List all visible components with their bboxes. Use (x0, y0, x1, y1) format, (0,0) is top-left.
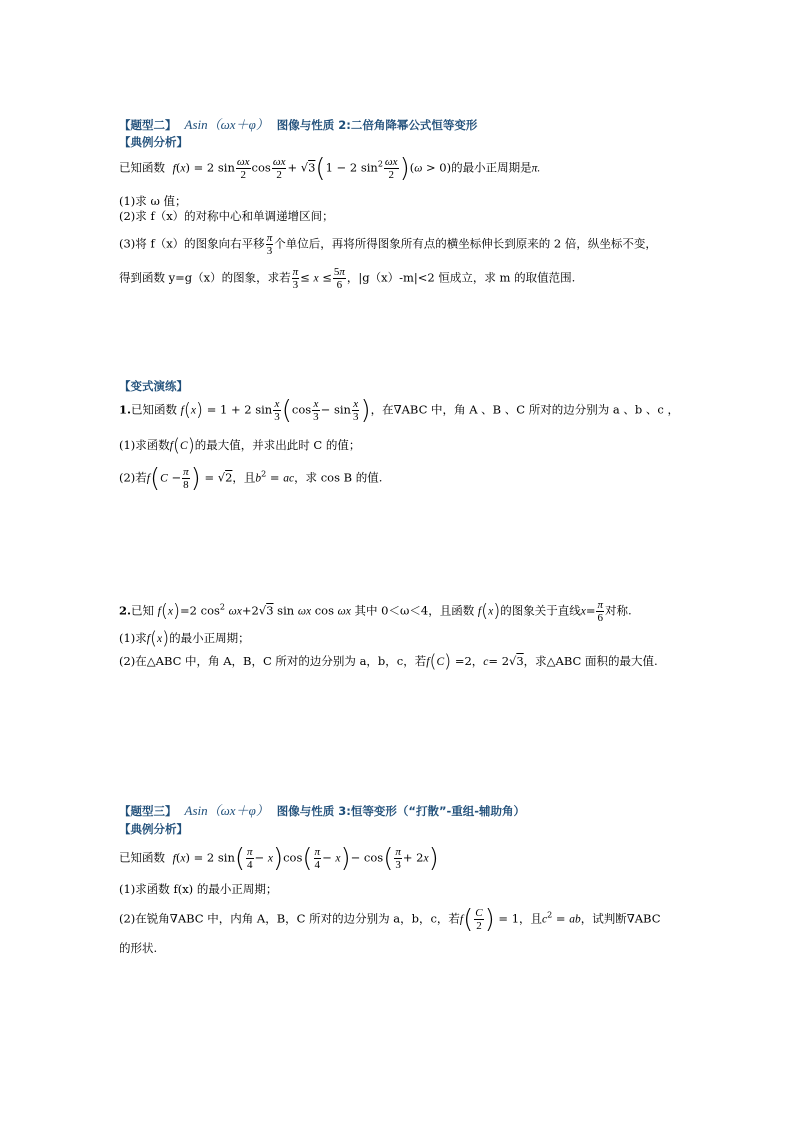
section2-analysis: 【典例分析】 (119, 135, 188, 149)
p2-q2-b: ，求△ABC 面积的最大值. (523, 654, 658, 668)
p2-number: 2. (119, 603, 132, 618)
q3-part-a: (3)将 f（x）的图象向右平移 (119, 236, 265, 251)
section2-q3-line1: (3)将 f（x）的图象向右平移 $\frac{\pi}{3}$ 个单位后，再将所得图象所有点的横坐标伸长到原来的 2 倍，纵坐标不变， (119, 232, 657, 257)
p2-mid2: 的图象关于直线 (500, 603, 581, 618)
section3-q1: (1)求函数 f(x) 的最小正周期； (119, 882, 278, 896)
practice-2-q1: (1)求f(x)的最小正周期； (119, 628, 250, 649)
p2-prefix: 已知 (131, 603, 155, 618)
section3-q2-cont: 的形状. (119, 941, 158, 955)
practice-1-q2: (2)若f(C − $\frac{\pi}{8}$ ) = √2，且$b^2$ = ac，求 cos B 的值. (119, 463, 383, 494)
section2-heading (119, 117, 477, 133)
stem-prefix: 已知函数 (119, 160, 165, 175)
practice-1-q1: (1)求函数f(C)的最大值，并求出此时 C 的值； (119, 435, 361, 456)
section3-formula: Asin（ωx＋φ） (184, 803, 269, 818)
stem-pi: π. (531, 162, 541, 175)
section2-q3-line2: 得到函数 y=g（x）的图象，求若 $\frac{\pi}{3}$ ≤ x ≤ $\frac{5\pi}{6}$ ，|g（x）-m|<2 恒成立，求 m 的取值范围. (119, 266, 576, 291)
stem-suffix: 的最小正周期是 (451, 160, 532, 175)
section3-analysis: 【典例分析】 (119, 822, 188, 836)
section2-formula: Asin（ωx＋φ） (184, 117, 269, 132)
q3-part-d: ，|g（x）-m|<2 恒成立，求 m 的取值范围. (346, 270, 576, 285)
p1-prefix: 已知函数 (131, 402, 178, 417)
p1-q2-c: ，求 cos B 的值. (294, 470, 383, 485)
practice-title: 【变式演练】 (119, 379, 188, 393)
section3-q2: (2)在锐角∇ABC 中，内角 A，B，C 所对的边分别为 a，b，c，若f( $\frac{C}{2}$ ) = 1，且$c^2$ = ab，试判断∇ABC (119, 904, 661, 935)
p2-suffix: 对称. (605, 603, 632, 618)
s3-q2-b: ，且 (519, 911, 543, 926)
p1-suffix: ，在∇ABC 中，角 A 、B 、C 所对的边分别为 a 、b 、c ， (370, 402, 680, 417)
p1-q2-a: (2)若 (119, 470, 147, 485)
practice-2-q2: (2)在△ABC 中，角 A，B，C 所对的边分别为 a，b，c，若f(C) =2，c= 2√3，求△ABC 面积的最大值. (119, 651, 658, 672)
p1-q2-b: ，且 (232, 470, 256, 485)
p2-mid: 其中 0＜ω＜4，且函数 (354, 603, 475, 618)
q3-part-c: 得到函数 y=g（x）的图象，求若 (119, 270, 291, 285)
s3-q2-c: ，试判断∇ABC (580, 911, 661, 926)
p1-q1-a: (1)求函数 (119, 438, 170, 452)
s3-q2-a: (2)在锐角∇ABC 中，内角 A，B，C 所对的边分别为 a，b，c，若 (119, 911, 460, 926)
section3-tag: 【题型三】 (119, 804, 177, 818)
p2-q2-a: (2)在△ABC 中，角 A，B，C 所对的边分别为 a，b，c，若 (119, 654, 427, 668)
p1-q1-b: 的最大值，并求出此时 C 的值； (194, 438, 361, 452)
q3-part-b: 个单位后，再将所得图象所有点的横坐标伸长到原来的 2 倍，纵坐标不变， (274, 236, 657, 251)
practice-1-stem: 1.已知函数 f(x) = 1 + 2 sin $\frac{x}{3}$ (cos $\frac{x}{3}$ − sin $\frac{x}{3}$ )，在∇ABC 中，角 A 、B 、C 所对的边分别为 a 、b 、c ， (119, 395, 680, 426)
p1-number: 1. (119, 402, 132, 417)
section3-stem: 已知函数 f(x) = 2 sin( $\frac{\pi}{4}$ − x)cos( $\frac{\pi}{4}$ − x)− cos( $\frac{\pi}{3}$ + 2x) (119, 843, 439, 874)
section2-q2: (2)求 f（x）的对称中心和单调递增区间； (119, 209, 334, 223)
section2-q1: (1)求 ω 值； (119, 194, 187, 208)
section2-stem: 已知函数 f(x) = 2 sin $\frac{\omega x}{2}$ cos $\frac{\omega x}{2}$ + √3(1 − 2 $\sin^2$ $\frac{\omega x}{2}$ )(ω > 0)的最小正周期是π. (119, 153, 541, 184)
p2-q1-a: (1)求 (119, 631, 147, 645)
section3-heading (119, 803, 525, 819)
s3-stem-prefix: 已知函数 (119, 850, 165, 865)
p2-q1-b: 的最小正周期； (169, 631, 250, 645)
section2-title: 图像与性质 2:二倍角降幂公式恒等变形 (276, 118, 478, 132)
practice-2-stem: 2.已知 f(x)=2 $\cos^2 \omega x+2√3$ sin ωx cos ωx 其中 0＜ω＜4，且函数 f(x)的图象关于直线x= $\frac{\pi}{6}$ 对称. (119, 599, 632, 624)
section3-title: 图像与性质 3:恒等变形（“打散”-重组-辅助角） (276, 804, 526, 818)
section2-tag: 【题型二】 (119, 118, 177, 132)
